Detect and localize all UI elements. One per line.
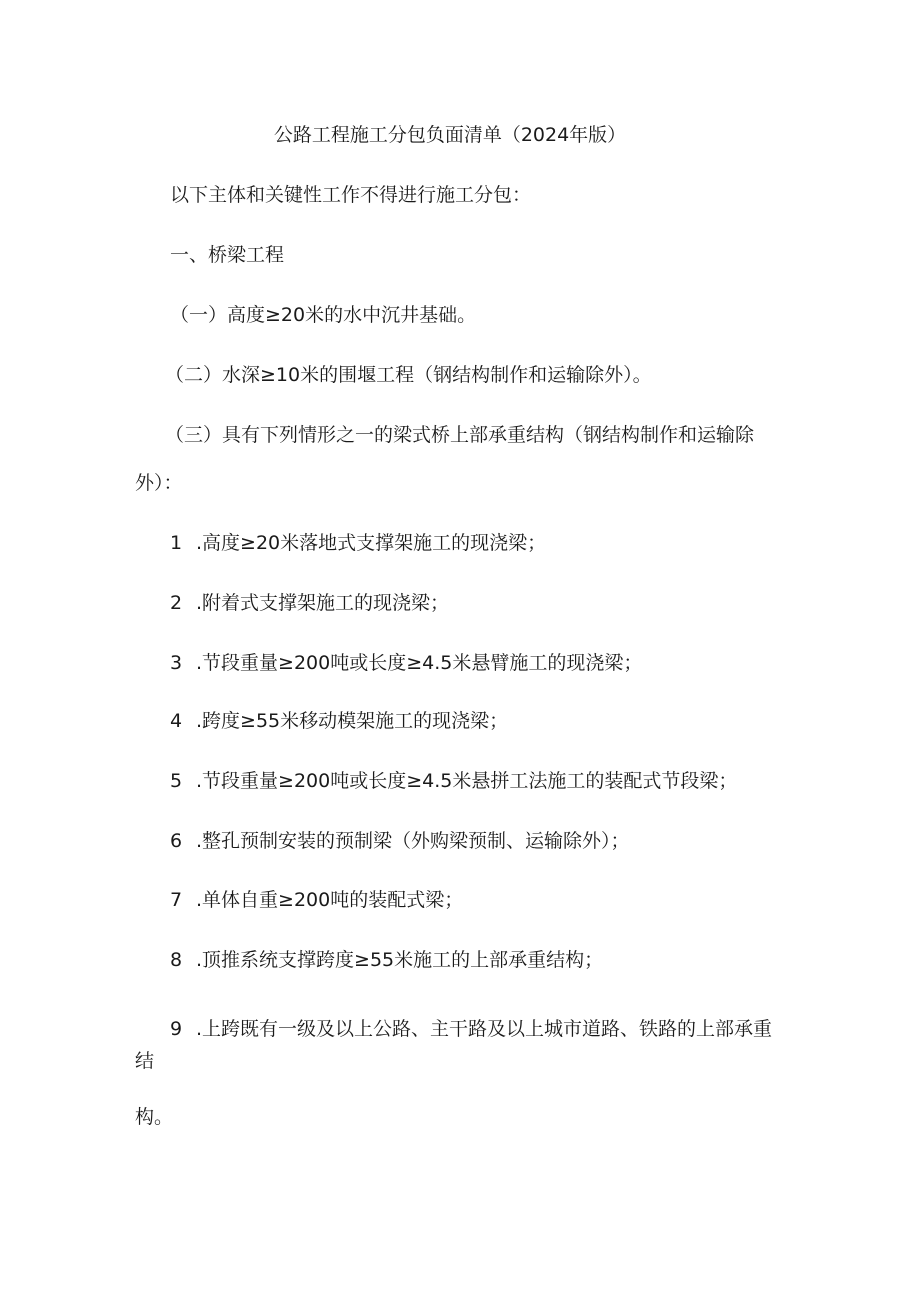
subsection-3-line-1: （三）具有下列情形之一的梁式桥上部承重结构（钢结构制作和运输除 — [165, 424, 755, 446]
subsection-1: （一）高度≥20米的水中沉井基础。 — [170, 304, 477, 326]
list-item-text: .跨度≥55米移动模架施工的现浇梁； — [196, 710, 509, 732]
list-item-number: 6 — [170, 830, 183, 852]
list-item — [170, 530, 546, 556]
subsection-2: （二）水深≥10米的围堰工程（钢结构制作和运输除外）。 — [165, 364, 652, 386]
list-item — [170, 650, 642, 676]
list-item-number: 5 — [170, 770, 183, 792]
list-item — [170, 1016, 772, 1042]
list-item-number: 4 — [170, 710, 183, 732]
list-item-number: 9 — [170, 1018, 183, 1040]
list-item-text: .上跨既有一级及以上公路、主干路及以上城市道路、铁路的上部承重 — [196, 1018, 773, 1040]
list-item-text: .节段重量≥200吨或长度≥4.5米悬臂施工的现浇梁； — [196, 652, 643, 674]
list-item — [170, 828, 630, 854]
document-title: 公路工程施工分包负面清单（2024年版） — [273, 124, 627, 146]
list-item-number: 7 — [170, 889, 183, 911]
list-item-text: .节段重量≥200吨或长度≥4.5米悬拼工法施工的装配式节段梁； — [196, 770, 738, 792]
list-item — [170, 947, 603, 973]
list-item-text: .单体自重≥200吨的装配式梁； — [196, 889, 464, 911]
list-item-text: .顶推系统支撑跨度≥55米施工的上部承重结构； — [196, 949, 604, 971]
list-item-number: 1 — [170, 532, 183, 554]
subsection-3-line-2: 外）： — [135, 472, 183, 494]
list-item-number: 3 — [170, 652, 183, 674]
intro-paragraph: 以下主体和关键性工作不得进行施工分包： — [170, 184, 532, 206]
section-heading-bridge: 一、桥梁工程 — [170, 244, 285, 266]
list-item-number: 8 — [170, 949, 183, 971]
list-item-number: 2 — [170, 592, 183, 614]
list-item — [170, 887, 463, 913]
list-item-9-ending: 构。 — [135, 1106, 174, 1128]
list-item — [170, 590, 449, 616]
list-item-text: .整孔预制安装的预制梁（外购梁预制、运输除外）； — [196, 830, 630, 852]
list-item-text: .附着式支撑架施工的现浇梁； — [196, 592, 450, 614]
list-item-text: .高度≥20米落地式支撑架施工的现浇梁； — [196, 532, 547, 554]
list-item — [170, 768, 737, 794]
list-item-9-continuation: 结 — [135, 1050, 155, 1072]
list-item — [170, 708, 508, 734]
